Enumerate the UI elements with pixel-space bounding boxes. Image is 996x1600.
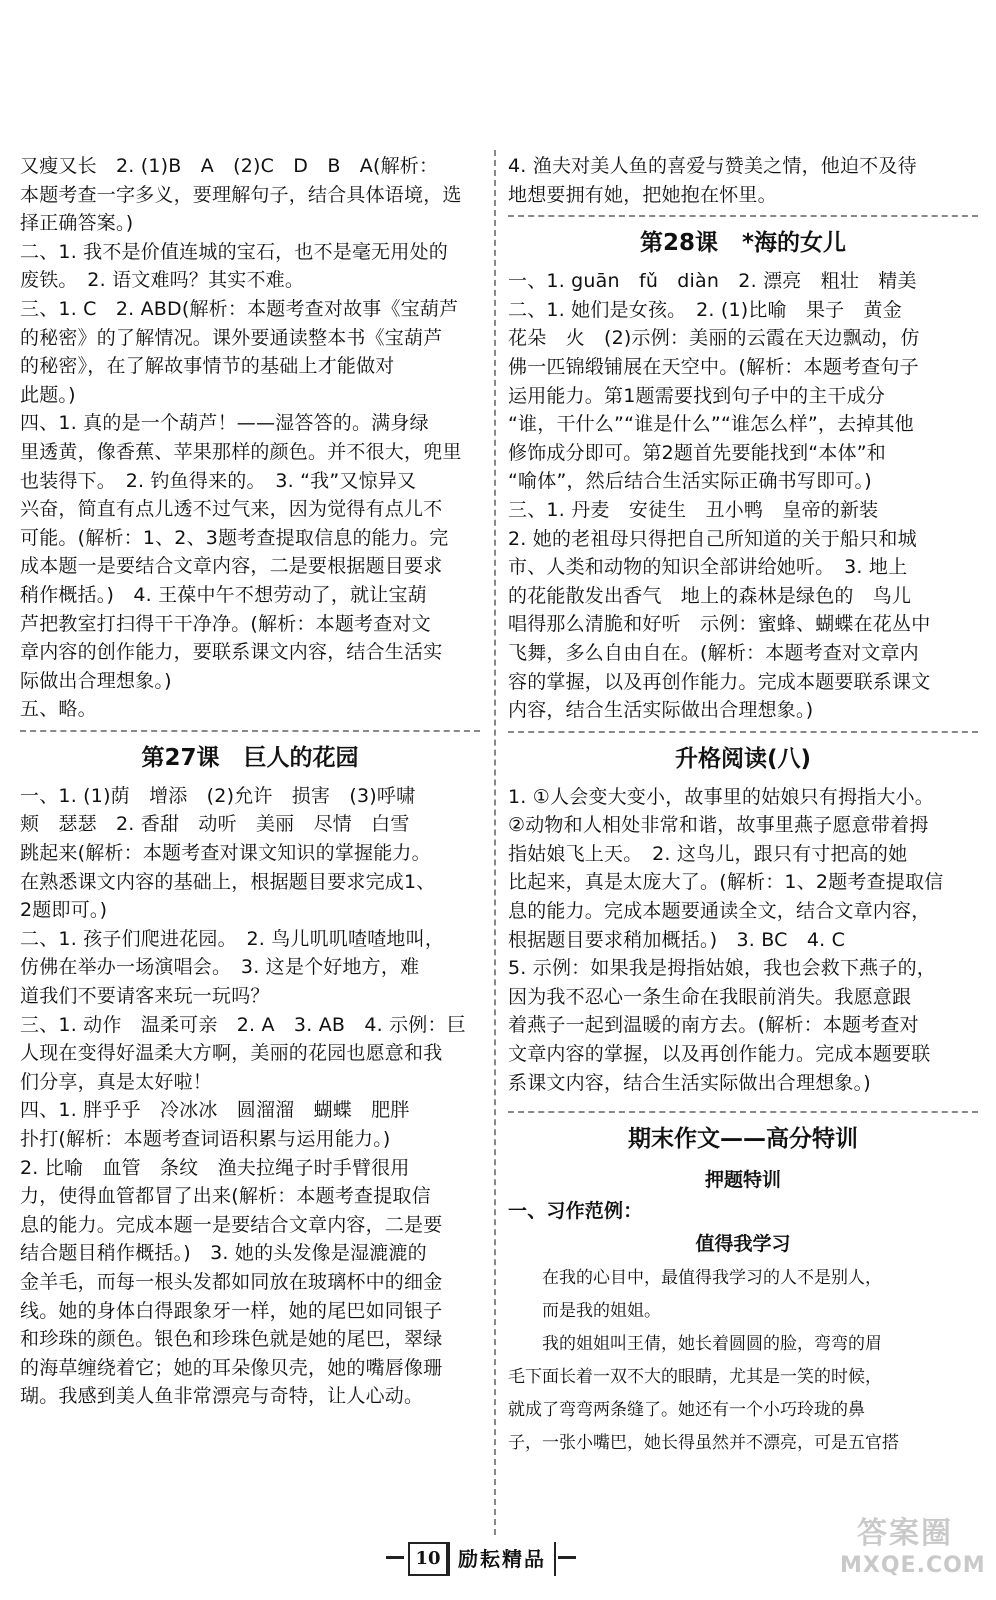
answer-line: 5. 示例：如果我是拇指姑娘，我也会救下燕子的， (508, 957, 936, 980)
essay-line: 而是我的姐姐。 (542, 1300, 661, 1321)
watermark-line-1: 答案圈 (857, 1516, 953, 1551)
answer-line: 4. 渔夫对美人鱼的喜爱与赞美之情，他迫不及待 (508, 155, 917, 177)
answer-line: 成本题一是要结合文章内容，二是要根据题目要求 (20, 555, 443, 578)
essay-line: 在我的心目中，最值得我学习的人不是别人， (542, 1267, 882, 1288)
answer-line: 飞舞，多么自由自在。(解析：本题考查对文章内 (508, 641, 919, 664)
answer-line: 四、1. 真的是一个葫芦！——湿答答的。满身绿 (20, 412, 429, 435)
essay-line: 就成了弯弯两条缝了。她还有一个小巧玲珑的鼻 (508, 1399, 865, 1420)
answer-line: 一、1. guān fǔ diàn 2. 漂亮 粗壮 精美 (508, 270, 917, 293)
left-answer-block-1 (20, 152, 480, 724)
answer-line: 芦把教室打扫得干干净净。(解析：本题考查对文 (20, 612, 431, 635)
right-answer-block-1 (508, 267, 978, 725)
sample-label: 一、习作范例： (508, 1200, 643, 1223)
lesson-28-title (508, 223, 978, 263)
answer-line: 2. 比喻 血管 条纹 渔夫拉绳子时手臂很用 (20, 1156, 410, 1179)
answer-line: 又瘦又长 2. (1)B A (2)C D B A(解析： (20, 155, 439, 177)
answer-line: 指姑娘飞上天。 2. 这鸟儿，跟只有寸把高的她 (508, 842, 908, 865)
answer-line: 颊 瑟瑟 2. 香甜 动听 美丽 尽情 白雪 (20, 813, 410, 836)
answer-line: 和珍珠的颜色。银色和珍珠色就是她的尾巴，翠绿 (20, 1328, 443, 1351)
answer-line: 市、人类和动物的知识全部讲给她听。 3. 地上 (508, 556, 908, 579)
answer-line: 力，使得血管都冒了出来(解析：本题考查提取信 (20, 1185, 431, 1208)
answer-line: 三、1. C 2. ABD(解析：本题考查对故事《宝葫芦 (20, 297, 459, 320)
reading-title: 升格阅读(八) (674, 745, 812, 772)
answer-line: 们分享，真是太好啦！ (20, 1070, 213, 1093)
answer-line: “喻体”，然后结合生活实际正确书写即可。) (508, 470, 872, 493)
answer-line: 的秘密》，在了解故事情节的基础上才能做对 (20, 355, 395, 378)
answer-line: 四、1. 胖乎乎 冷冰冰 圆溜溜 蝴蝶 肥胖 (20, 1099, 410, 1122)
answer-line: 人现在变得好温柔大方啊，美丽的花园也愿意和我 (20, 1042, 443, 1065)
answer-line: 根据题目要求稍加概括。) 3. BC 4. C (508, 928, 846, 951)
lesson-27-title (20, 738, 480, 778)
essay-body (508, 1262, 978, 1460)
answer-line: 的花能散发出香气 地上的森林是绿色的 鸟儿 (508, 584, 912, 607)
answer-line: 容的掌握，以及再创作能力。完成本题要联系课文 (508, 670, 931, 693)
answer-line: 本题考查一字多义，要理解句子，结合具体语境，选 (20, 183, 462, 206)
answer-line: 线。她的身体白得跟象牙一样，她的尾巴如同银子 (20, 1299, 443, 1322)
footer-bar-right (558, 1556, 576, 1559)
essay-line: 毛下面长着一双不大的眼睛，尤其是一笑的时候， (508, 1366, 882, 1387)
answer-line: 二、1. 她们是女孩。 2. (1)比喻 果子 黄金 (508, 298, 902, 321)
right-answer-block-0 (508, 152, 978, 209)
answer-line: 花朵 火 (2)示例：美丽的云霞在天边飘动，仿 (508, 327, 920, 350)
writing-subtitle: 押题特训 (704, 1169, 781, 1192)
left-column (20, 152, 480, 1411)
answer-line: 一、1. (1)荫 增添 (2)允许 损害 (3)呼啸 (20, 784, 416, 807)
page-number: 10 (408, 1542, 448, 1576)
answer-line: 着燕子一起到温暖的南方去。(解析：本题考查对 (508, 1014, 919, 1037)
answer-line: 修饰成分即可。第2题首先要能找到“本体”和 (508, 441, 886, 464)
answer-line: 1. ①人会变大变小，故事里的姑娘只有拇指大小。 (508, 785, 935, 808)
left-answer-block-2 (20, 782, 480, 1411)
right-column (508, 152, 978, 1460)
answer-line: 的海草缠绕着它；她的耳朵像贝壳，她的嘴唇像珊 (20, 1356, 443, 1379)
answer-line: 废铁。 2. 语文难吗？其实不难。 (20, 269, 305, 292)
answer-line: 系课文内容，结合生活实际做出合理想象。) (508, 1071, 871, 1094)
section-divider (508, 1111, 978, 1113)
answer-line: 二、1. 孩子们爬进花园。 2. 鸟儿叽叽喳喳地叫， (20, 927, 445, 950)
answer-line: 三、1. 动作 温柔可亲 2. A 3. AB 4. 示例：巨 (20, 1013, 466, 1036)
section-divider (508, 731, 978, 733)
brand-name: 励耘精品 (448, 1542, 556, 1576)
essay-line: 我的姐姐叫王倩，她长着圆圆的脸，弯弯的眉 (542, 1333, 882, 1354)
answer-line: 兴奋，简直有点儿透不过气来，因为觉得有点儿不 (20, 498, 443, 521)
answer-line: 2. 她的老祖母只得把自己所知道的关于船只和城 (508, 527, 917, 550)
answer-line: 在熟悉课文内容的基础上，根据题目要求完成1、 (20, 870, 436, 893)
writing-title: 期末作文——高分特训 (628, 1126, 858, 1153)
essay-line: 子，一张小嘴巴，她长得虽然并不漂亮，可是五官搭 (508, 1432, 899, 1453)
lesson-28-label: 第28课 (639, 230, 718, 257)
answer-line: 因为我不忍心一条生命在我眼前消失。我愿意跟 (508, 985, 912, 1008)
answer-line: 三、1. 丹麦 安徒生 丑小鸭 皇帝的新装 (508, 498, 879, 521)
lesson-27-label: 第27课 (141, 744, 220, 771)
answer-line: 息的能力。完成本题一是要结合文章内容，二是要 (20, 1213, 443, 1236)
answer-line: 的秘密》的了解情况。课外要通读整本书《宝葫芦 (20, 326, 443, 349)
answer-line: 金羊毛，而每一根头发都如同放在玻璃杯中的细金 (20, 1270, 443, 1293)
footer-bar-left (386, 1556, 404, 1559)
answer-line: 结合题目稍作概括。) 3. 她的头发像是湿漉漉的 (20, 1242, 427, 1265)
answer-line: 比起来，真是太庞大了。(解析：1、2题考查提取信 (508, 871, 944, 894)
answer-line: 稍作概括。) 4. 王葆中午不想劳动了，就让宝葫 (20, 583, 427, 606)
right-answer-block-2 (508, 783, 978, 1098)
answer-line: 五、略。 (20, 698, 97, 721)
answer-line: 章内容的创作能力，要联系课文内容，结合生活实 (20, 641, 443, 664)
answer-line: 唱得那么清脆和好听 示例：蜜蜂、蝴蝶在花丛中 (508, 613, 931, 636)
watermark-logo (840, 1515, 986, 1585)
answer-line: 跳起来(解析：本题考查对课文知识的掌握能力。 (20, 842, 431, 865)
answer-line: “谁，干什么”“谁是什么”“谁怎么样”，去掉其他 (508, 413, 914, 436)
lesson-28-name: *海的女儿 (741, 230, 847, 257)
answer-line: 文章内容的掌握，以及再创作能力。完成本题要联 (508, 1043, 931, 1066)
answer-line: 瑚。我感到美人鱼非常漂亮与奇特，让人心动。 (20, 1385, 424, 1408)
answer-line: 地想要拥有她，把她抱在怀里。 (508, 183, 777, 206)
answer-line: 际做出合理想象。) (20, 669, 172, 692)
answer-line: ②动物和人相处非常和谐，故事里燕子愿意带着拇 (508, 814, 929, 837)
essay-title: 值得我学习 (695, 1232, 791, 1255)
lesson-27-name: 巨人的花园 (243, 744, 359, 771)
answer-line: 也装得下。 2. 钓鱼得来的。 3. “我”又惊异又 (20, 469, 417, 492)
answer-line: 息的能力。完成本题要通读全文，结合文章内容， (508, 900, 931, 923)
answer-line: 择正确答案。) (20, 212, 134, 235)
answer-line: 运用能力。第1题需要找到句子中的主干成分 (508, 384, 886, 407)
answer-line: 2题即可。) (20, 899, 108, 922)
answer-line: 仿佛在举办一场演唱会。 3. 这是个好地方，难 (20, 956, 420, 979)
column-divider (494, 150, 496, 1535)
watermark-line-2: MXQE.COM (840, 1553, 986, 1578)
section-divider (508, 215, 978, 217)
answer-line: 里透黄，像香蕉、苹果那样的颜色。并不很大，兜里 (20, 440, 462, 463)
answer-line: 佛一匹锦缎铺展在天空中。(解析：本题考查句子 (508, 355, 919, 378)
answer-line: 此题。) (20, 383, 76, 406)
answer-line: 可能。(解析：1、2、3题考查提取信息的能力。完 (20, 526, 449, 549)
section-divider (20, 730, 480, 732)
answer-line: 扑打(解析：本题考查词语积累与运用能力。) (20, 1128, 391, 1150)
answer-line: 道我们不要请客来玩一玩吗？ (20, 985, 270, 1008)
answer-line: 二、1. 我不是价值连城的宝石，也不是毫无用处的 (20, 240, 448, 263)
answer-line: 内容，结合生活实际做出合理想象。) (508, 699, 814, 722)
